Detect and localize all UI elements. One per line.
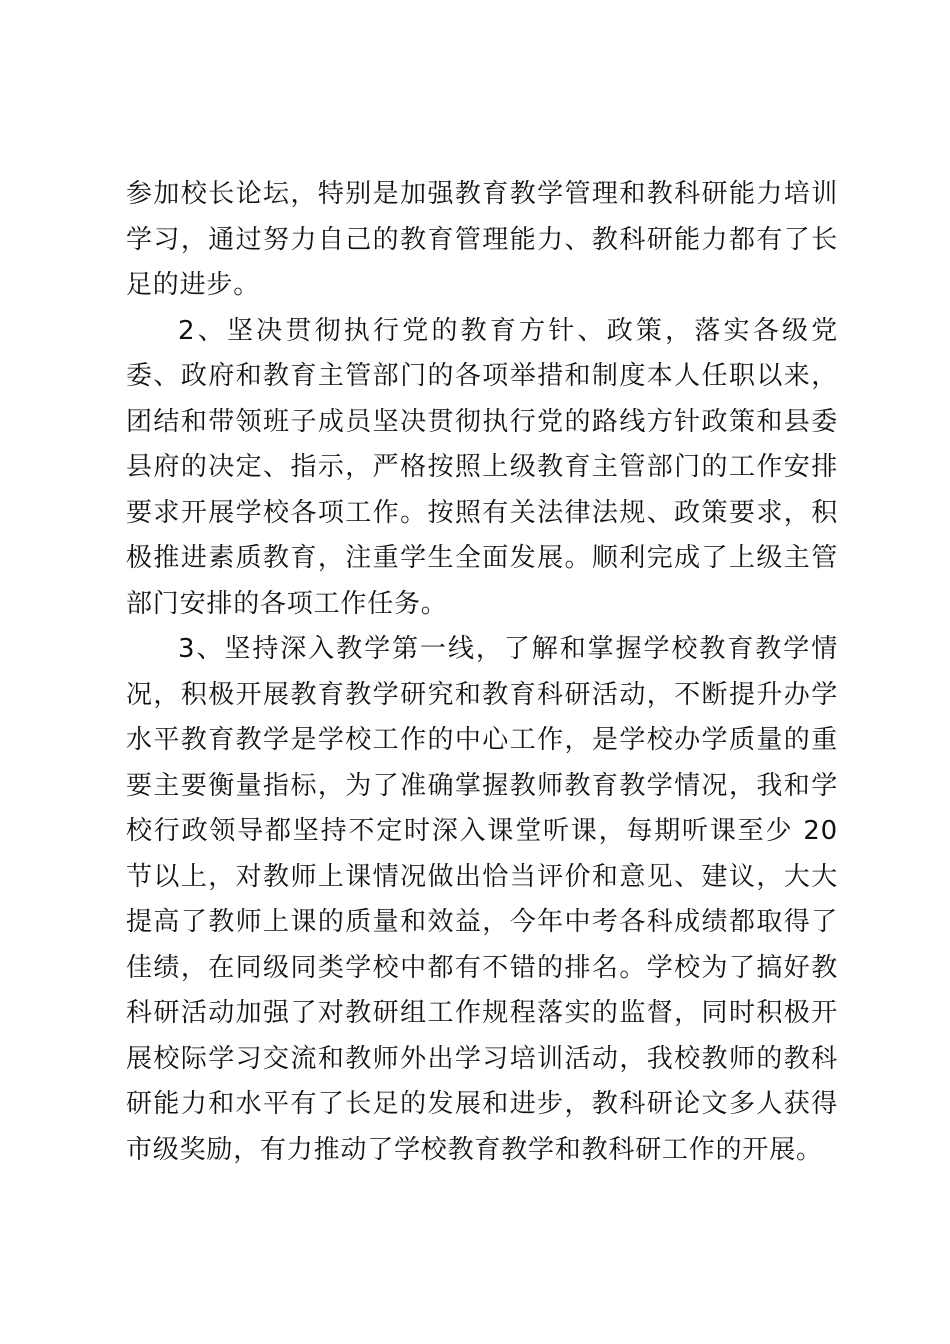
paragraph-continuation: 参加校长论坛，特别是加强教育教学管理和教科研能力培训学习，通过努力自己的教育管理能力、教科研能力都有了长足的进步。 [126, 179, 838, 300]
paragraph-item-2: 2、坚决贯彻执行党的教育方针、政策，落实各级党委、政府和教育主管部门的各项举措和制度本人任职以来，团结和带领班子成员坚决贯彻执行党的路线方针政策和县委县府的决定、指示，严格按照上级教育主管部门的工作安排要求开展学校各项工作。按照有关法律法规、政策要求，积极推进素质教育，注重学生全面发展。顺利完成了上级主管部门安排的各项工作任务。 [126, 315, 838, 619]
document-body [126, 172, 838, 1173]
paragraph-item-3: 3、坚持深入教学第一线，了解和掌握学校教育教学情况，积极开展教育教学研究和教育科研活动，不断提升办学水平教育教学是学校工作的中心工作，是学校办学质量的重要主要衡量指标，为了准确掌握教师教育教学情况，我和学校行政领导都坚持不定时深入课堂听课，每期听课至少 20 节以上，对教师上课情况做出恰当评价和意见、建议，大大提高了教师上课的质量和效益，今年中考各科成绩都取得了佳绩，在同级同类学校中都有不错的排名。学校为了搞好教科研活动加强了对教研组工作规程落实的监督，同时积极开展校际学习交流和教师外出学习培训活动，我校教师的教科研能力和水平有了长足的发展和进步，教科研论文多人获得市级奖励，有力推动了学校教育教学和教科研工作的开展。 [126, 634, 838, 1165]
